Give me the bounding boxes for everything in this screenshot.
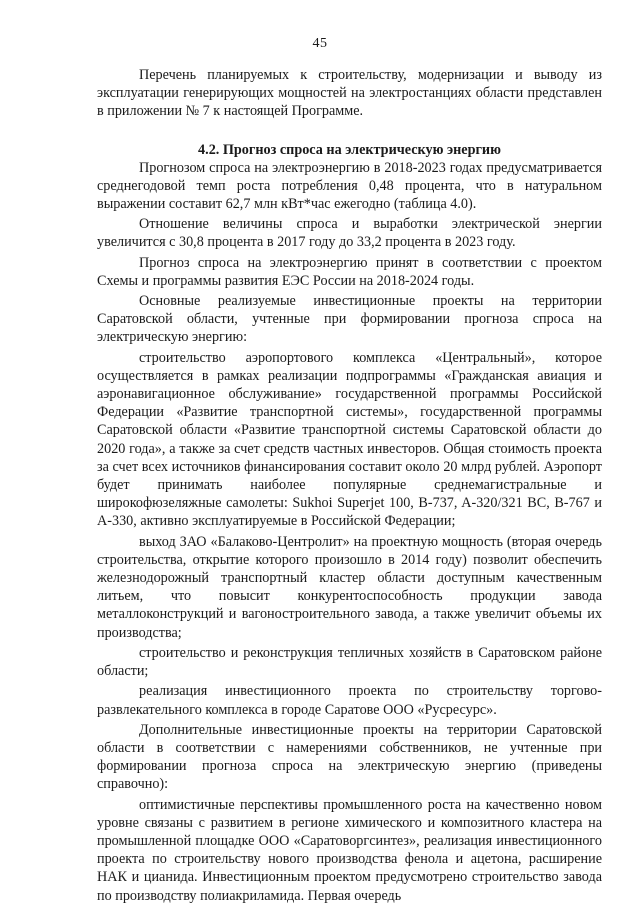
paragraph: Дополнительные инвестиционные проекты на территории Саратовской области в соответствии с намерениями собственников, не учтенные при формировании прогноза спроса на электрическую энергию (приведены справочно): [97,721,602,793]
intro-paragraph: Перечень планируемых к строительству, модернизации и выводу из эксплуатации генерирующих мощностей на электростанциях области представлен в приложении № 7 к настоящей Программе. [97,67,602,120]
paragraph: Прогнозом спроса на электроэнергию в 2018-2023 годах предусматривается среднегодовой темп роста потребления 0,48 процента, что в натуральном выражении составит 62,7 млн кВт*час ежегодно (таблица 4.0). [97,159,602,213]
section-heading: 4.2. Прогноз спроса на электрическую энергию [198,141,501,158]
paragraph: Основные реализуемые инвестиционные проекты на территории Саратовской области, учтенные при формировании прогноза спроса на электрическую энергию: [97,293,602,346]
paragraph: выход ЗАО «Балаково-Центролит» на проектную мощность (вторая очередь строительства, открытие которого произошло в 2014 году) позволит обеспечить железнодорожный транспортный кластер области доступным качественным литьем, что повысит конкурентоспособность продукции завода металлоконструкций и вагоностроительного завода, а также увеличит объемы их производства; [97,533,602,641]
paragraph: реализация инвестиционного проекта по строительству торгово-развлекательного комплекса в городе Саратове ООО «Русресурс». [97,683,602,718]
paragraph: строительство и реконструкция тепличных хозяйств в Саратовском районе области; [97,644,602,680]
paragraph: Прогноз спроса на электроэнергию принят в соответствии с проектом Схемы и программы развития ЕЭС России на 2018-2024 годы. [97,254,602,289]
page-content [97,60,602,905]
paragraph: строительство аэропортового комплекса «Центральный», которое осуществляется в рамках реализации подпрограммы «Гражданская авиация и аэронавигационное обслуживание» государственной программы Российской Федерации «Развитие транспортной системы», государственной программы Саратовской области «Развитие транспортной системы Саратовской области до 2020 года», а также за счет средств частных инвесторов. Общая стоимость проекта за счет всех источников финансирования составит около 20 млрд рублей. Аэропорт будет принимать наиболее популярные среднемагистральные и широкофюзеляжные самолеты: Sukhoi Superjet 100, B-737, A-320/321 BC, B-767 и A-330, активно эксплуатируемые в Российской Федерации; [97,349,602,530]
page-number: 45 [312,36,328,51]
paragraph: Отношение величины спроса и выработки электрической энергии увеличится с 30,8 процента в 2017 году до 33,2 процента в 2023 году. [97,216,602,251]
paragraph: оптимистичные перспективы промышленного роста на качественно новом уровне связаны с развитием в регионе химического и композитного кластера на промышленной площадке ООО «Саратоворгсинтез», реализация инвестиционного проекта по строительству нового производства фенола и ацетона, расширение НАК и цианида. Инвестиционным проектом предусмотрено строительство завода по производству полиакриламида. Первая очередь [97,796,602,904]
